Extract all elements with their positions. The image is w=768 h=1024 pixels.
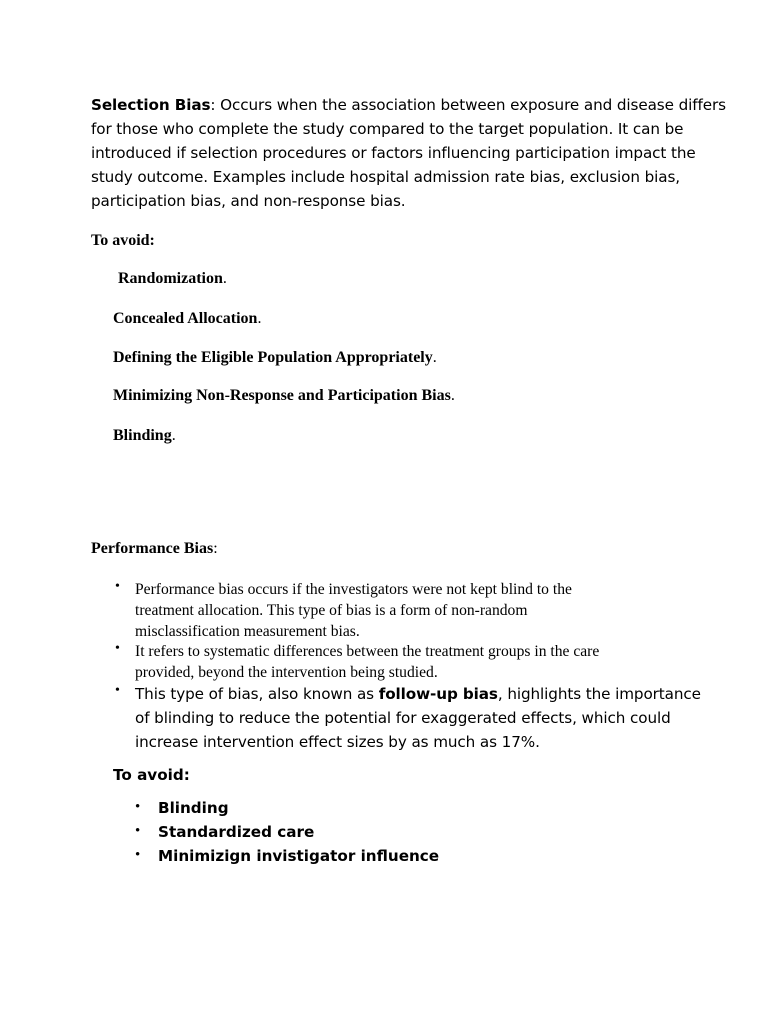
selection-avoid-label: To avoid: — [91, 232, 155, 249]
performance-bullet-2: It refers to systematic differences between the treatment groups in the care provided, beyond the intervention being studied. — [135, 643, 600, 681]
selection-bias-line: participation bias, and non-response bias. — [91, 192, 406, 210]
performance-bullet-3: This type of bias, also known as follow-up bias, highlights the importance of blinding to reduce the potential for exaggerated effects, which could increase intervention effect sizes by as much as 17%. — [135, 685, 701, 751]
bullet-glyph: • — [115, 579, 120, 594]
bullet-glyph: • — [115, 683, 120, 698]
bullet-glyph: • — [115, 641, 120, 656]
selection-bias-heading: Selection Bias — [91, 96, 211, 114]
selection-bias-intro: : Occurs when the association between exposure and disease differs — [210, 96, 726, 114]
selection-bias-line: introduced if selection procedures or factors influencing participation impact the — [91, 144, 696, 162]
performance-avoid-item: Minimizign invistigator influence — [158, 847, 440, 865]
selection-avoid-item: Concealed Allocation. — [113, 310, 262, 327]
performance-bullet-1: Performance bias occurs if the investigators were not kept blind to the treatment allocation. This type of bias is a form of non-random misclassification measurement bias. — [135, 581, 572, 640]
bullet-glyph: • — [135, 799, 141, 815]
selection-avoid-item: Blinding. — [113, 427, 176, 444]
bullet-glyph: • — [135, 823, 141, 839]
performance-avoid-item: Blinding — [158, 799, 229, 817]
selection-avoid-item: Minimizing Non-Response and Participation Bias. — [113, 387, 455, 404]
performance-avoid-label: To avoid: — [113, 766, 190, 784]
selection-avoid-item: Defining the Eligible Population Appropriately. — [113, 349, 437, 366]
selection-bias-line: study outcome. Examples include hospital admission rate bias, exclusion bias, — [91, 168, 680, 186]
performance-avoid-item: Standardized care — [158, 823, 315, 841]
selection-bias-paragraph — [91, 93, 726, 213]
performance-bias-heading: Performance Bias: — [91, 540, 218, 557]
selection-bias-line: for those who complete the study compared to the target population. It can be — [91, 120, 684, 138]
selection-avoid-item: Randomization. — [118, 270, 227, 287]
bullet-glyph: • — [135, 847, 141, 863]
